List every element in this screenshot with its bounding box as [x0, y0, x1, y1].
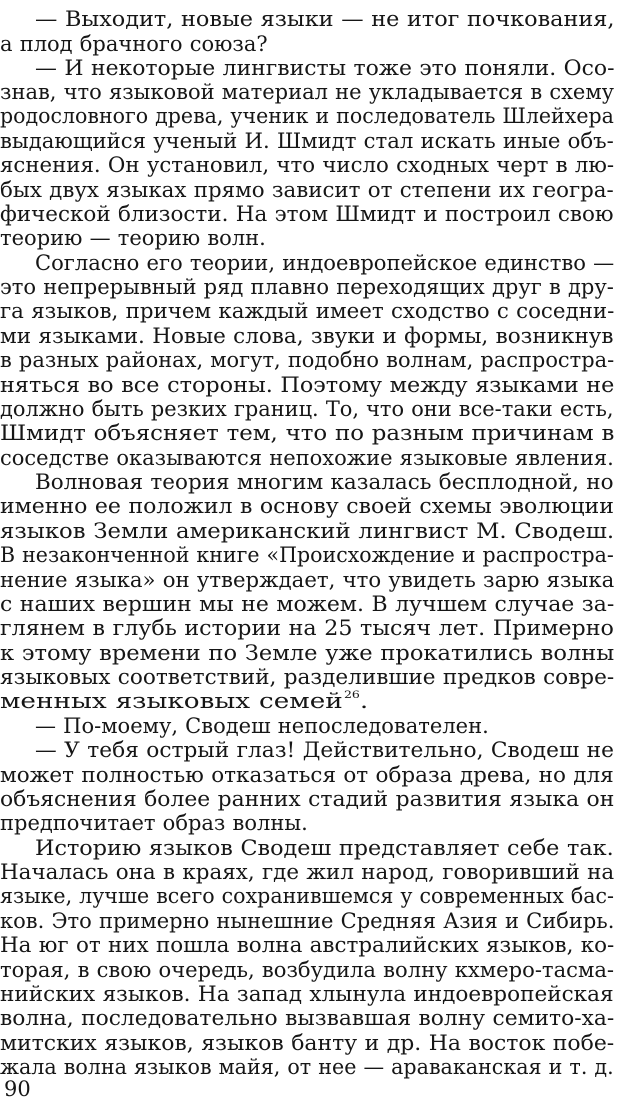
text-line: В незаконченной книге «Происхождение и распростра- [0, 543, 614, 567]
text-line: объяснения более ранних стадий развития языка он [0, 787, 615, 811]
text-line: Началась она в краях, где жил народ, говоривший на [0, 860, 615, 884]
text-line: языковых соответствий, разделившие предков совре- [0, 665, 615, 689]
text-line: предпочитает образ волны. [0, 811, 308, 835]
text-line: Шмидт объясняет тем, что по разным причинам в [0, 421, 615, 445]
text-line: с наших вершин мы не можем. В лучшем случае за- [0, 592, 615, 616]
text-line: яснения. Он установил, что число сходных черт в лю- [0, 153, 615, 177]
text-line: фической близости. На этом Шмидт и построил свою [0, 202, 614, 226]
text-line: в разных районах, могут, подобно волнам, распростра- [0, 348, 615, 372]
text-line: Волновая теория многим казалась бесплодной, но [35, 470, 614, 494]
text-line: волна, последовательно вызвавшая волну семито-ха- [0, 1006, 615, 1030]
text-line: это непрерывный ряд плавно переходящих друг в дру- [0, 275, 614, 299]
text-line: соседстве оказываются непохожие языковые явления. [0, 446, 614, 470]
text-line: а плод брачного союза? [0, 32, 268, 56]
text-line: выдающийся ученый И. Шмидт стал искать иные объ- [0, 129, 614, 153]
text-line: к этому времени по Земле уже прокатились волны [0, 641, 615, 665]
text-line: родословного древа, ученик и последователь Шлейхера [0, 104, 614, 128]
text-line: знав, что языковой материал не укладывается в схему [0, 80, 615, 104]
text-line: нение языка» он утверждает, что увидеть зарю языка [0, 568, 615, 592]
text-line: теорию — теорию волн. [0, 226, 266, 250]
footnote-marker: 26 [343, 690, 360, 701]
text-line: нийских языков. На запад хлынула индоевропейская [0, 982, 614, 1006]
text-line: языке, лучше всего сохранившемся у современных бас- [0, 884, 614, 908]
text-line: ков. Это примерно нынешние Средняя Азия и Сибирь. [0, 909, 615, 933]
text-line: — По-моему, Сводеш непоследователен. [35, 714, 489, 738]
text-line: языков Земли американский лингвист М. Сводеш. [0, 519, 615, 543]
text-line: Историю языков Сводеш представляет себе так. [35, 836, 614, 860]
text-line: няться во все стороны. Поэтому между языками не [0, 373, 615, 397]
text-line: бых двух языках прямо зависит от степени их геогра- [0, 178, 614, 202]
text-line: — И некоторые лингвисты тоже это поняли. Осо- [35, 56, 615, 80]
text-line: — Выходит, новые языки — не итог почкования, [35, 7, 615, 31]
text-line-content: менных языковых семей [0, 689, 343, 713]
text-line: ми языками. Новые слова, звуки и формы, возникнув [0, 324, 614, 348]
text-line: глянем в глубь истории на 25 тысяч лет. Примерно [0, 616, 614, 640]
text-line: га языков, причем каждый имеет сходство с соседни- [0, 299, 615, 323]
text-line: Согласно его теории, индоевропейское единство — [35, 251, 615, 275]
text-line: На юг от них пошла волна австралийских языков, ко- [0, 933, 615, 957]
text-line: — У тебя острый глаз! Действительно, Сводеш не [35, 738, 614, 762]
text-line: торая, в свою очередь, возбудила волну кхмеро-тасма- [0, 958, 615, 982]
text-line: может полностью отказаться от образа древа, но для [0, 763, 614, 787]
text-line: должно быть резких границ. То, что они все-таки есть, [0, 397, 614, 421]
text-line: митских языков, языков банту и др. На восток побе- [0, 1031, 615, 1055]
line-end-punctuation: . [359, 689, 369, 713]
text-line: именно ее положил в основу своей схемы эволюции [0, 494, 614, 518]
text-line: жала волна языков майя, от нее — араваканская и т. д. [0, 1055, 614, 1079]
page-number: 90 [4, 1077, 31, 1101]
